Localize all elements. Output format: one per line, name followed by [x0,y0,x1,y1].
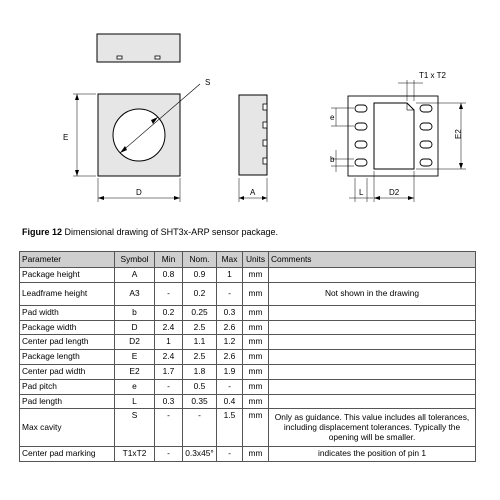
cell-units: mm [243,268,269,283]
cell-max: 0.3 [217,305,243,320]
cell-nom: 1.8 [183,364,217,379]
cell-min: 0.3 [155,394,183,409]
cell-min: 2.4 [155,320,183,335]
cell-min: 0.8 [155,268,183,283]
cell-parameter: Pad pitch [20,379,115,394]
table-row [20,394,476,409]
cell-max: 1 [217,268,243,283]
header-units: Units [243,252,269,268]
cell-symbol: D2 [115,335,155,350]
cell-max: - [217,447,243,462]
top-view [73,84,200,202]
header-parameter: Parameter [20,252,115,268]
cell-parameter: Package height [20,268,115,283]
cell-nom: 0.35 [183,394,217,409]
cell-symbol: E [115,350,155,365]
cell-min: - [155,282,183,305]
cell-units: mm [243,447,269,462]
cell-comments [269,268,476,283]
figure-caption [22,227,278,237]
cell-parameter: Center pad width [20,364,115,379]
cell-nom: 1.1 [183,335,217,350]
bottom-view [331,80,466,202]
cell-nom: 0.25 [183,305,217,320]
cell-comments [269,394,476,409]
cell-units: mm [243,350,269,365]
cell-nom: 2.5 [183,350,217,365]
cell-min: 1 [155,335,183,350]
side-view-right [239,95,267,202]
table-row [20,409,476,447]
cell-max: 1.2 [217,335,243,350]
package-dimensions-table [19,251,476,462]
cell-comments: indicates the position of pin 1 [269,447,476,462]
cell-units: mm [243,335,269,350]
cell-comments: Not shown in the drawing [269,282,476,305]
table-row [20,379,476,394]
side-view-top [97,34,180,62]
cell-max: 0.4 [217,394,243,409]
cell-nom: 0.3x45° [183,447,217,462]
cell-max: - [217,379,243,394]
header-nom: Nom. [183,252,217,268]
cell-symbol: e [115,379,155,394]
label-a: A [250,188,256,197]
cell-min: 2.4 [155,350,183,365]
cell-units: mm [243,282,269,305]
cell-comments [269,350,476,365]
cell-parameter: Leadframe height [20,282,115,305]
cell-symbol: D [115,320,155,335]
cell-nom: - [183,409,217,447]
table-row [20,335,476,350]
figure-number: Figure 12 [22,227,63,237]
cell-min: - [155,379,183,394]
label-e-big: E [63,133,69,142]
cell-units: mm [243,379,269,394]
label-t1xt2: T1 x T2 [419,71,446,80]
header-symbol: Symbol [115,252,155,268]
cell-symbol: E2 [115,364,155,379]
cell-comments: Only as guidance. This value includes all tolerances, including displacement tolerances. Typically the opening will be smaller. [269,409,476,447]
table-row [20,305,476,320]
table-row [20,447,476,462]
cell-nom: 0.2 [183,282,217,305]
cell-units: mm [243,394,269,409]
table-row [20,320,476,335]
label-l: L [359,188,364,197]
cell-units: mm [243,305,269,320]
cell-nom: 2.5 [183,320,217,335]
table-row [20,364,476,379]
cell-max: 2.6 [217,320,243,335]
label-s: S [205,78,211,87]
cell-units: mm [243,364,269,379]
cell-max: - [217,282,243,305]
cell-min: 0.2 [155,305,183,320]
label-d: D [136,188,142,197]
cell-max: 2.6 [217,350,243,365]
cell-comments [269,305,476,320]
cell-min: - [155,447,183,462]
cell-parameter: Package length [20,350,115,365]
cell-max: 1.5 [217,409,243,447]
package-dimensional-drawing [0,0,500,222]
cell-min: 1.7 [155,364,183,379]
cell-symbol: A [115,268,155,283]
table-header-row [20,252,476,268]
cell-units: mm [243,409,269,447]
cell-comments [269,364,476,379]
label-b: b [330,155,335,164]
header-comments: Comments [269,252,476,268]
label-e-small: e [330,113,335,122]
cell-parameter: Max cavity [20,409,115,447]
cell-parameter: Package width [20,320,115,335]
cell-max: 1.9 [217,364,243,379]
table-row [20,282,476,305]
cell-parameter: Center pad length [20,335,115,350]
cell-comments [269,379,476,394]
cell-nom: 0.9 [183,268,217,283]
label-d2: D2 [389,188,400,197]
cell-units: mm [243,320,269,335]
cell-symbol: T1xT2 [115,447,155,462]
cell-symbol: L [115,394,155,409]
cell-comments [269,320,476,335]
table-row [20,350,476,365]
cell-parameter: Pad width [20,305,115,320]
header-max: Max [217,252,243,268]
cell-symbol: S [115,409,155,447]
cell-symbol: b [115,305,155,320]
table-row [20,268,476,283]
label-e2: E2 [454,129,463,139]
cell-symbol: A3 [115,282,155,305]
cell-nom: 0.5 [183,379,217,394]
cell-parameter: Pad length [20,394,115,409]
figure-caption-text: Dimensional drawing of SHT3x-ARP sensor package. [64,227,278,237]
header-min: Min [155,252,183,268]
cell-min: - [155,409,183,447]
cell-parameter: Center pad marking [20,447,115,462]
cell-comments [269,335,476,350]
